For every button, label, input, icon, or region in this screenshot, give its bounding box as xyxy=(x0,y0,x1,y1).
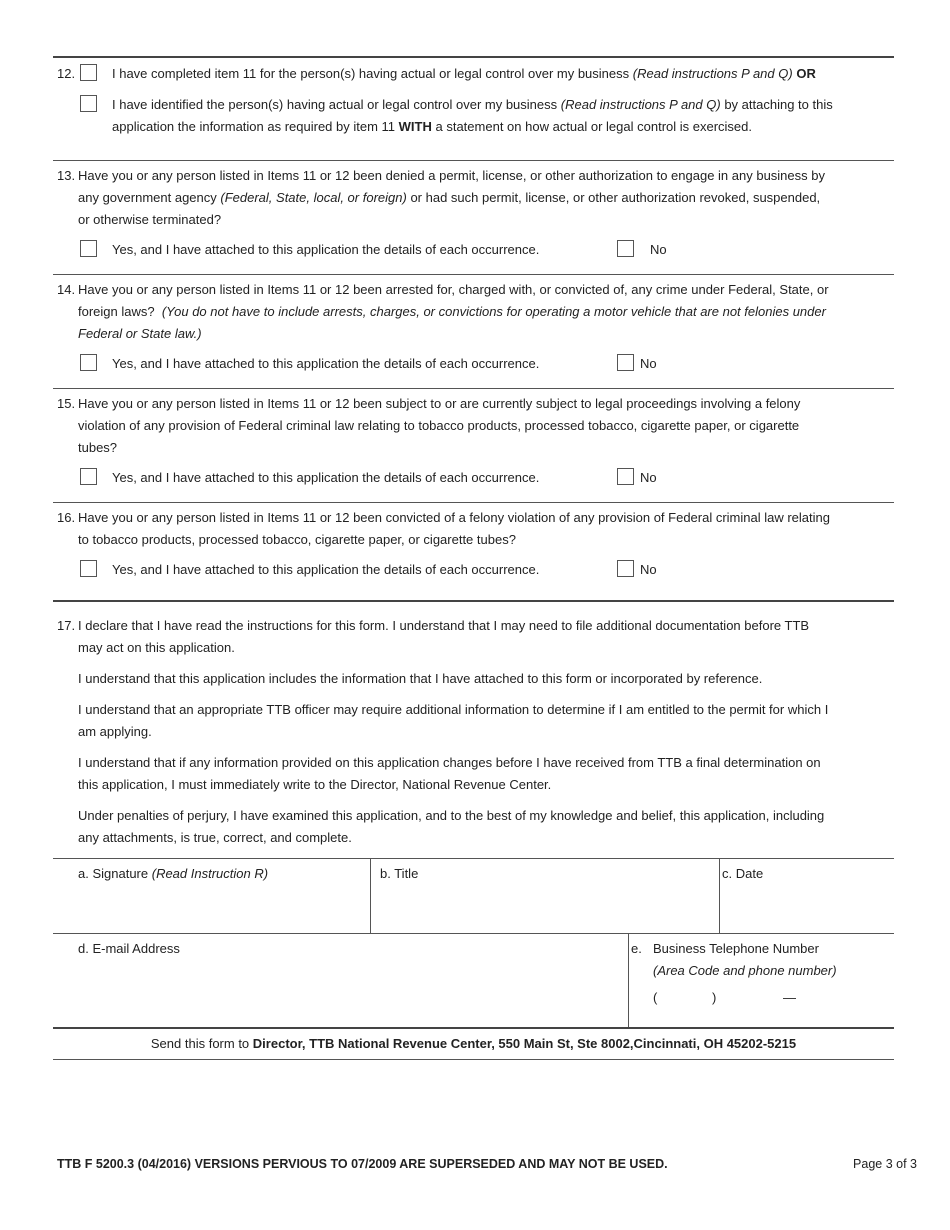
item-15-section xyxy=(53,388,894,502)
phone-field[interactable]: e. Business Telephone Number (Area Code and phone number) ( ) — xyxy=(628,934,894,1027)
contact-row xyxy=(53,933,894,1027)
signature-field[interactable]: a. Signature (Read Instruction R) xyxy=(78,866,269,881)
item-number: 16. xyxy=(57,510,76,525)
item-13-question: Have you or any person listed in Items 11 or 12 been denied a permit, license, or other authorization to engage in any business by any government agency (Federal, State, local, or foreign) or had such permit, license, or other authorization revoked, suspended, or otherwise terminated? xyxy=(78,168,825,227)
title-field[interactable]: b. Title xyxy=(370,859,719,933)
date-field[interactable]: c. Date xyxy=(719,859,894,933)
item-14-no-checkbox[interactable] xyxy=(617,354,634,371)
item-12-option-2-label: I have identified the person(s) having actual or legal control over my business (Read instructions P and Q) by attaching to this application the information as required by item 11 WITH a statement on how actual or legal control is exercised. xyxy=(112,97,833,134)
item-16-no-checkbox[interactable] xyxy=(617,560,634,577)
signature-row xyxy=(53,858,894,933)
form-footer-id: TTB F 5200.3 (04/2016) VERSIONS PERVIOUS TO 07/2009 ARE SUPERSEDED AND MAY NOT BE USED. xyxy=(57,1157,668,1171)
item-13-yes-label: Yes, and I have attached to this application the details of each occurrence. xyxy=(112,242,540,257)
item-16-section xyxy=(53,502,894,600)
item-15-no-checkbox[interactable] xyxy=(617,468,634,485)
item-15-no-label: No xyxy=(640,470,657,485)
area-code-close-paren: ) xyxy=(712,990,717,1005)
item-14-question: Have you or any person listed in Items 11 or 12 been arrested for, charged with, or convicted of, any crime under Federal, State, or foreign laws? (You do not have to include arrests, charges, or convictions for operating a motor vehicle that are not felonies under Federal or State law.) xyxy=(78,282,829,341)
item-12-option-2-checkbox[interactable] xyxy=(80,95,97,112)
item-14-yes-label: Yes, and I have attached to this application the details of each occurrence. xyxy=(112,356,540,371)
item-14-section xyxy=(53,274,894,388)
item-13-yes-checkbox[interactable] xyxy=(80,240,97,257)
send-to-address: Director, TTB National Revenue Center, 550 Main St, Ste 8002,Cincinnati, OH 45202-5215 xyxy=(252,1036,797,1051)
item-15-yes-label: Yes, and I have attached to this application the details of each occurrence. xyxy=(112,470,540,485)
item-14-no-label: No xyxy=(640,356,657,371)
application-form xyxy=(53,56,894,1060)
item-17-section xyxy=(53,600,894,858)
send-to-bar: Send this form to Director, TTB National Revenue Center, 550 Main St, Ste 8002,Cincinnati, OH 45202-5215 xyxy=(53,1027,894,1060)
item-number: 13. xyxy=(57,168,76,183)
item-16-yes-label: Yes, and I have attached to this application the details of each occurrence. xyxy=(112,562,540,577)
area-code-open-paren: ( xyxy=(653,990,658,1005)
item-13-section xyxy=(53,160,894,274)
item-12-option-1-label: I have completed item 11 for the person(s) having actual or legal control over my business (Read instructions P and Q) OR xyxy=(112,66,816,81)
item-15-question: Have you or any person listed in Items 11 or 12 been subject to or are currently subject to legal proceedings involving a felony violation of any provision of Federal criminal law relating to tobacco products, processed tobacco, cigarette paper, or cigarette tubes? xyxy=(78,396,801,455)
item-15-yes-checkbox[interactable] xyxy=(80,468,97,485)
email-field[interactable]: d. E-mail Address xyxy=(78,941,180,956)
item-14-yes-checkbox[interactable] xyxy=(80,354,97,371)
item-16-no-label: No xyxy=(640,562,657,577)
item-13-no-checkbox[interactable] xyxy=(617,240,634,257)
item-number: 12. xyxy=(57,66,76,81)
item-16-question: Have you or any person listed in Items 11 or 12 been convicted of a felony violation of any provision of Federal criminal law relating to tobacco products, processed tobacco, cigarette paper, or cigarette tubes? xyxy=(78,510,830,547)
item-12-option-1-checkbox[interactable] xyxy=(80,64,97,81)
item-number: 14. xyxy=(57,282,76,297)
page-number: Page 3 of 3 xyxy=(853,1157,917,1171)
item-12-section xyxy=(53,56,894,160)
item-16-yes-checkbox[interactable] xyxy=(80,560,97,577)
item-number: 15. xyxy=(57,396,76,411)
item-number: 17. xyxy=(57,618,76,633)
item-13-no-label: No xyxy=(650,242,667,257)
phone-dash: — xyxy=(783,990,796,1005)
item-17-declaration: I declare that I have read the instructions for this form. I understand that I may need to file additional documentation before TTB may act on this application. I understand that this application includes the information that I have attached to this form or incorporated by reference. I understand that an appropriate TTB officer may require additional information to determine if I am entitled to the permit for which I am applying. I understand that if any information provided on this application changes before I have received from TTB a final determination on this application, I must immediately write to the Director, National Revenue Center. Under penalties of perjury, I have examined this application, and to the best of my knowledge and belief, this application, including any attachments, is true, correct, and complete. xyxy=(78,618,829,845)
